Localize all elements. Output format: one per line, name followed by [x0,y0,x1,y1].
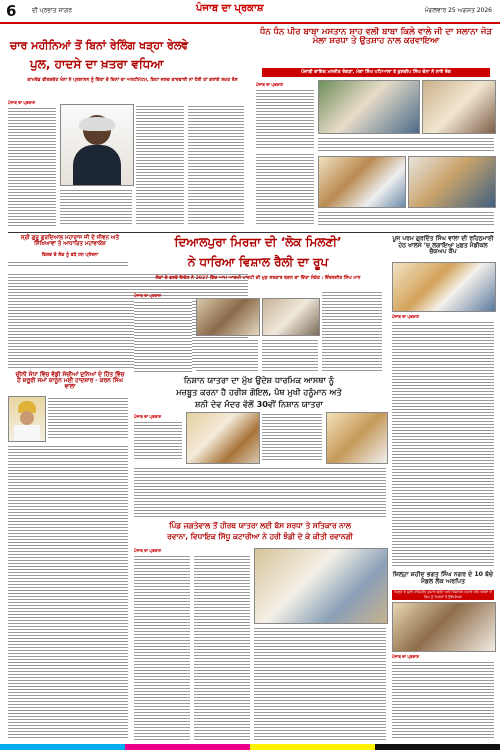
a4-photo-4 [408,156,496,208]
a4-headline: ਧੰਨ ਧੰਨ ਪੀਰ ਬਾਬਾ ਮਸਤਾਨ ਸ਼ਾਹ ਵਲੀ ਬਾਬਾ ਕਿਲੇ ਵਾਲੇ ਜੀ ਦਾ ਸਲਾਨਾ ਜੋੜ ਮੇਲਾ ਸ਼ਰਧਾ ਤੇ ਉਤਸ਼ਾਹ ਨਾਲ ਕਰਵਾਇਆ [259,27,493,46]
a5-body-col-2 [196,338,258,372]
a6-body [392,320,494,568]
a7-headline-1: ਨਿਸ਼ਾਨ ਯਾਤਰਾ ਦਾ ਮੁੱਖ ਉਦੇਸ਼ ਧਾਰਮਿਕ ਆਸਥਾ ਨੂੰ [183,375,335,385]
a4-body-col-2 [318,136,494,152]
a7-headline-3: ਸ਼ਨੀ ਦੇਵ ਮੰਦਰ ਵੱਲੋਂ 30ਵੀਂ ਨਿਸ਼ਾਨ ਯਾਤਰਾ [195,399,323,409]
a5-dateline: ਪੰਜਾਬ ਦਾ ਪ੍ਰਕਾਸ਼ [134,293,162,298]
a3-body [8,444,128,740]
a4-photo-3 [318,156,406,208]
a1-subhead: ਕਾਮਰੇਡ ਵੀਰਸ਼ਜ਼ੇਤ ਖੰਨਾ ਨੇ ਪ੍ਰਸ਼ਾਸਨ ਨੂੰ ਦਿੱਤਾ ਦੋ ਦਿਨਾਂ ਦਾ ਅਲਟੀਮੇਟਮ, ਕਿਹਾ ਜਲਦ ਕਾਰਵਾਈ ਨਾ ਹੋਈ ਤਾਂ ਕਰਾਂਗੇ ਸਖ਼ਤ ਰੋਸ [27,78,238,83]
a5-subhead: ਲੋਕਾਂ ਦੇ ਭਰਵੇਂ ਇਕੱਠ ਨੇ 2027 ਵਿੱਚ ਆਮ ਆਦਮੀ ਪਾਰਟੀ ਦੀ ਮੁੜ ਸਰਕਾਰ ਬਣਨ ਦਾ ਦਿੱਤਾ ਸੰਕੇਤ : ਇੰਦਰਜੀਤ ਸਿੰਘ ਮਾਨ [155,276,361,281]
a9-headline-1: ਪਿੰਡ ਜਗਤੇਵਾਲ ਤੋਂ ਹੀਰਥ ਯਾਤਰਾ ਲਈ ਬੱਸ ਸ਼ਰਧਾ ਤੇ ਸਤਿਕਾਰ ਨਾਲ [169,521,351,530]
a1-body-col-2 [60,188,132,226]
a7-dateline: ਪੰਜਾਬ ਦਾ ਪ੍ਰਕਾਸ਼ [134,414,162,419]
a6-dateline: ਪੰਜਾਬ ਦਾ ਪ੍ਰਕਾਸ਼ [392,314,420,319]
a1-body-col-3 [136,104,184,226]
a9-photo [254,548,388,624]
a9-dateline: ਪੰਜਾਬ ਦਾ ਪ੍ਰਕਾਸ਼ [134,548,162,553]
a9-headline-2: ਰਵਾਨਾ, ਵਿਧਾਇਕ ਸਿੱਧੂ ਕਟਾਰੀਆ ਨੇ ਹਰੀ ਝੰਡੀ ਦੇ ਕੇ ਕੀਤੀ ਰਵਾਨਗੀ [167,532,353,541]
a1-body-col-1 [8,106,56,226]
a7-photo-1 [186,412,260,464]
a7-body-col-1 [134,420,182,460]
a5-body-col-4 [322,290,382,372]
a4-body-col-1 [256,88,314,148]
a9-body-col-3 [254,626,386,740]
a8-photo [392,602,496,652]
a3-body-top [48,396,128,440]
a5-photo-2 [262,298,320,336]
a4-photo-1 [318,80,420,134]
a9-body-col-1 [134,554,190,740]
a3-headline: ਚੀਨੀ ਸੋਧਾ ਵਿੱਚ ਵੱਡੀ ਸੱਚੀਆਂ ਦੁਨਿਆਂ ਦੇ ਹਿੱਤ ਵਿੱਚ ਹੈ ਜ਼ਰੂਰੀ ਸਮਾਂ ਕਾਨੂੰਨ ਮਈ ਹਾਦਸ਼ਾਰ - ਕਰਨ ਸਿੰਘ ਵਾਲਾ [15,372,125,391]
paper-name: ਦੀ ਪ੍ਰਭਾਤ ਸਾਗਰ [32,7,73,14]
a4-body-col-3 [256,152,314,226]
a5-photo-1 [196,298,260,336]
a4-body-col-4 [318,210,494,226]
a4-photo-2 [422,80,496,134]
a1-photo [60,104,134,186]
masthead-logo: ਪੰਜਾਬ ਦਾ ਪ੍ਰਕਾਸ਼ [196,3,264,14]
a1-headline-2: ਪੁਲ, ਹਾਦਸੇ ਦਾ ਖ਼ਤਰਾ ਵਧਿਆ [30,57,164,71]
a7-body-wide [134,466,386,518]
a9-body-col-2 [194,554,250,740]
a2-headline: ਸ੍ਰੀ ਗੁਰੂ ਗੁਰਦਿਆਲ ਮਹਾਰਾਜ ਜੀ ਦੇ ਜੀਵਨ ਅਤੇ ਸਿੱਖਿਆਵਾਂ ਤੇ ਆਧਾਰਿਤ ਮਹਾਂਵਾਕੋਸ਼ [20,235,120,247]
a1-dateline: ਪੰਜਾਬ ਦਾ ਪ੍ਰਕਾਸ਼ [8,100,36,105]
color-registration-bar [0,744,500,750]
a8-body [392,660,494,740]
a6-headline: ਪੂਜ ਪਰਮ ਗੁਰਦਿੱਤ ਸਿੰਘ ਵਾਲਾ ਦੀ ਰਹਿਨੁਮਾਈ ਹੇਠ ਖਾਲਸੇ ’ਚ ਲਗਾਇਆ ਮੁਫ਼ਤ ਮੈਡੀਕਲ ਚੈਕਅਪ ਕੈਂਪ [392,235,494,256]
a8-subhead: ਜਿਲ੍ਹੇ ਦੇ ਸ਼੍ਰੀ ਹਾਸ਼ਿਮੀਤ ਕੁਮਾਰ ਗ੍ਰੇਟ ਅਤੇ ਰਿਸ਼ਤਿਕ ਕਮਾਦੇ ਰਹਿ ਰਕਬਾਂ ਦੇ ਕਿਮ ਨੂੰ ਮਿਰਚਾਂ ਤੇ ਉਲੰਪੀਅਨ [392,590,494,600]
a5-headline-1: ਦਿਆਲਪੁਰਾ ਮਿਰਜ਼ਾ ਦੀ ‘ਲੋਕ ਮਿਲਣੀ’ [174,235,342,249]
a7-headline-2: ਮਜ਼ਬੂਤ ਕਰਨਾ ਹੈ ਹਰੀਸ਼ ਗੋਇਲ, ਪੰਥ ਮੁਖੀ ਹਨੂੰਮਾਨ ਅਤੇ [176,387,342,397]
a1-body-col-4 [188,104,244,226]
a4-dateline: ਪੰਜਾਬ ਦਾ ਪ੍ਰਕਾਸ਼ [256,82,284,87]
issue-date: ਮੰਗਲਵਾਰ 25 ਅਗਸਤ 2026 [424,7,492,14]
a5-body-col-1 [134,300,192,372]
page-number: 6 [6,2,17,20]
a8-headline: ਜ਼ਿਲ੍ਹਾ ਸ਼ਹੀਦ ਭਗਤ ਸਿੰਘ ਨਗਰ ਦੇ 10 ਬੱਚੇ ਮੈਡਲ ਲੈਕ ਅਰਪਿਤ [392,571,494,585]
a7-photo-2 [326,412,388,464]
a4-subhead: ਪੰਜਾਬੀ ਗਾਇਕ ਮਨਜੀਤ ਰੰਗੜਾ, ਮੰਗਾ ਸਿੰਘ ਪਟਿਆਲਾ ਤੇ ਕੁਲਦੀਪ ਸਿੰਘ ਚੰਨਾ ਨੇ ਲਾਏ ਰੰਗ [262,68,490,77]
a2-subhead: ਵਿਸ਼ਵ ਦੋ ਲੋਕ ਨੂੰ ਵਧੇ ਹਨ ਪ੍ਰੇਰਨਾ [41,253,99,258]
a7-body-col-2 [262,412,322,462]
divider [132,232,494,233]
a1-headline-1: ਚਾਰ ਮਹੀਨਿਆਂ ਤੋਂ ਬਿਨਾਂ ਰੇਲਿੰਗ ਖੜ੍ਹਾ ਰੇਲਵੇ [10,39,189,52]
a6-photo [392,262,496,312]
a2-body [8,260,128,268]
a8-dateline: ਪੰਜਾਬ ਦਾ ਪ੍ਰਕਾਸ਼ [392,654,420,659]
a3-photo [8,396,46,442]
a5-headline-2: ਨੇ ਧਾਰਿਆ ਵਿਸ਼ਾਲ ਰੈਲੀ ਦਾ ਰੂਪ [187,255,329,269]
a5-body-col-3 [262,338,318,372]
